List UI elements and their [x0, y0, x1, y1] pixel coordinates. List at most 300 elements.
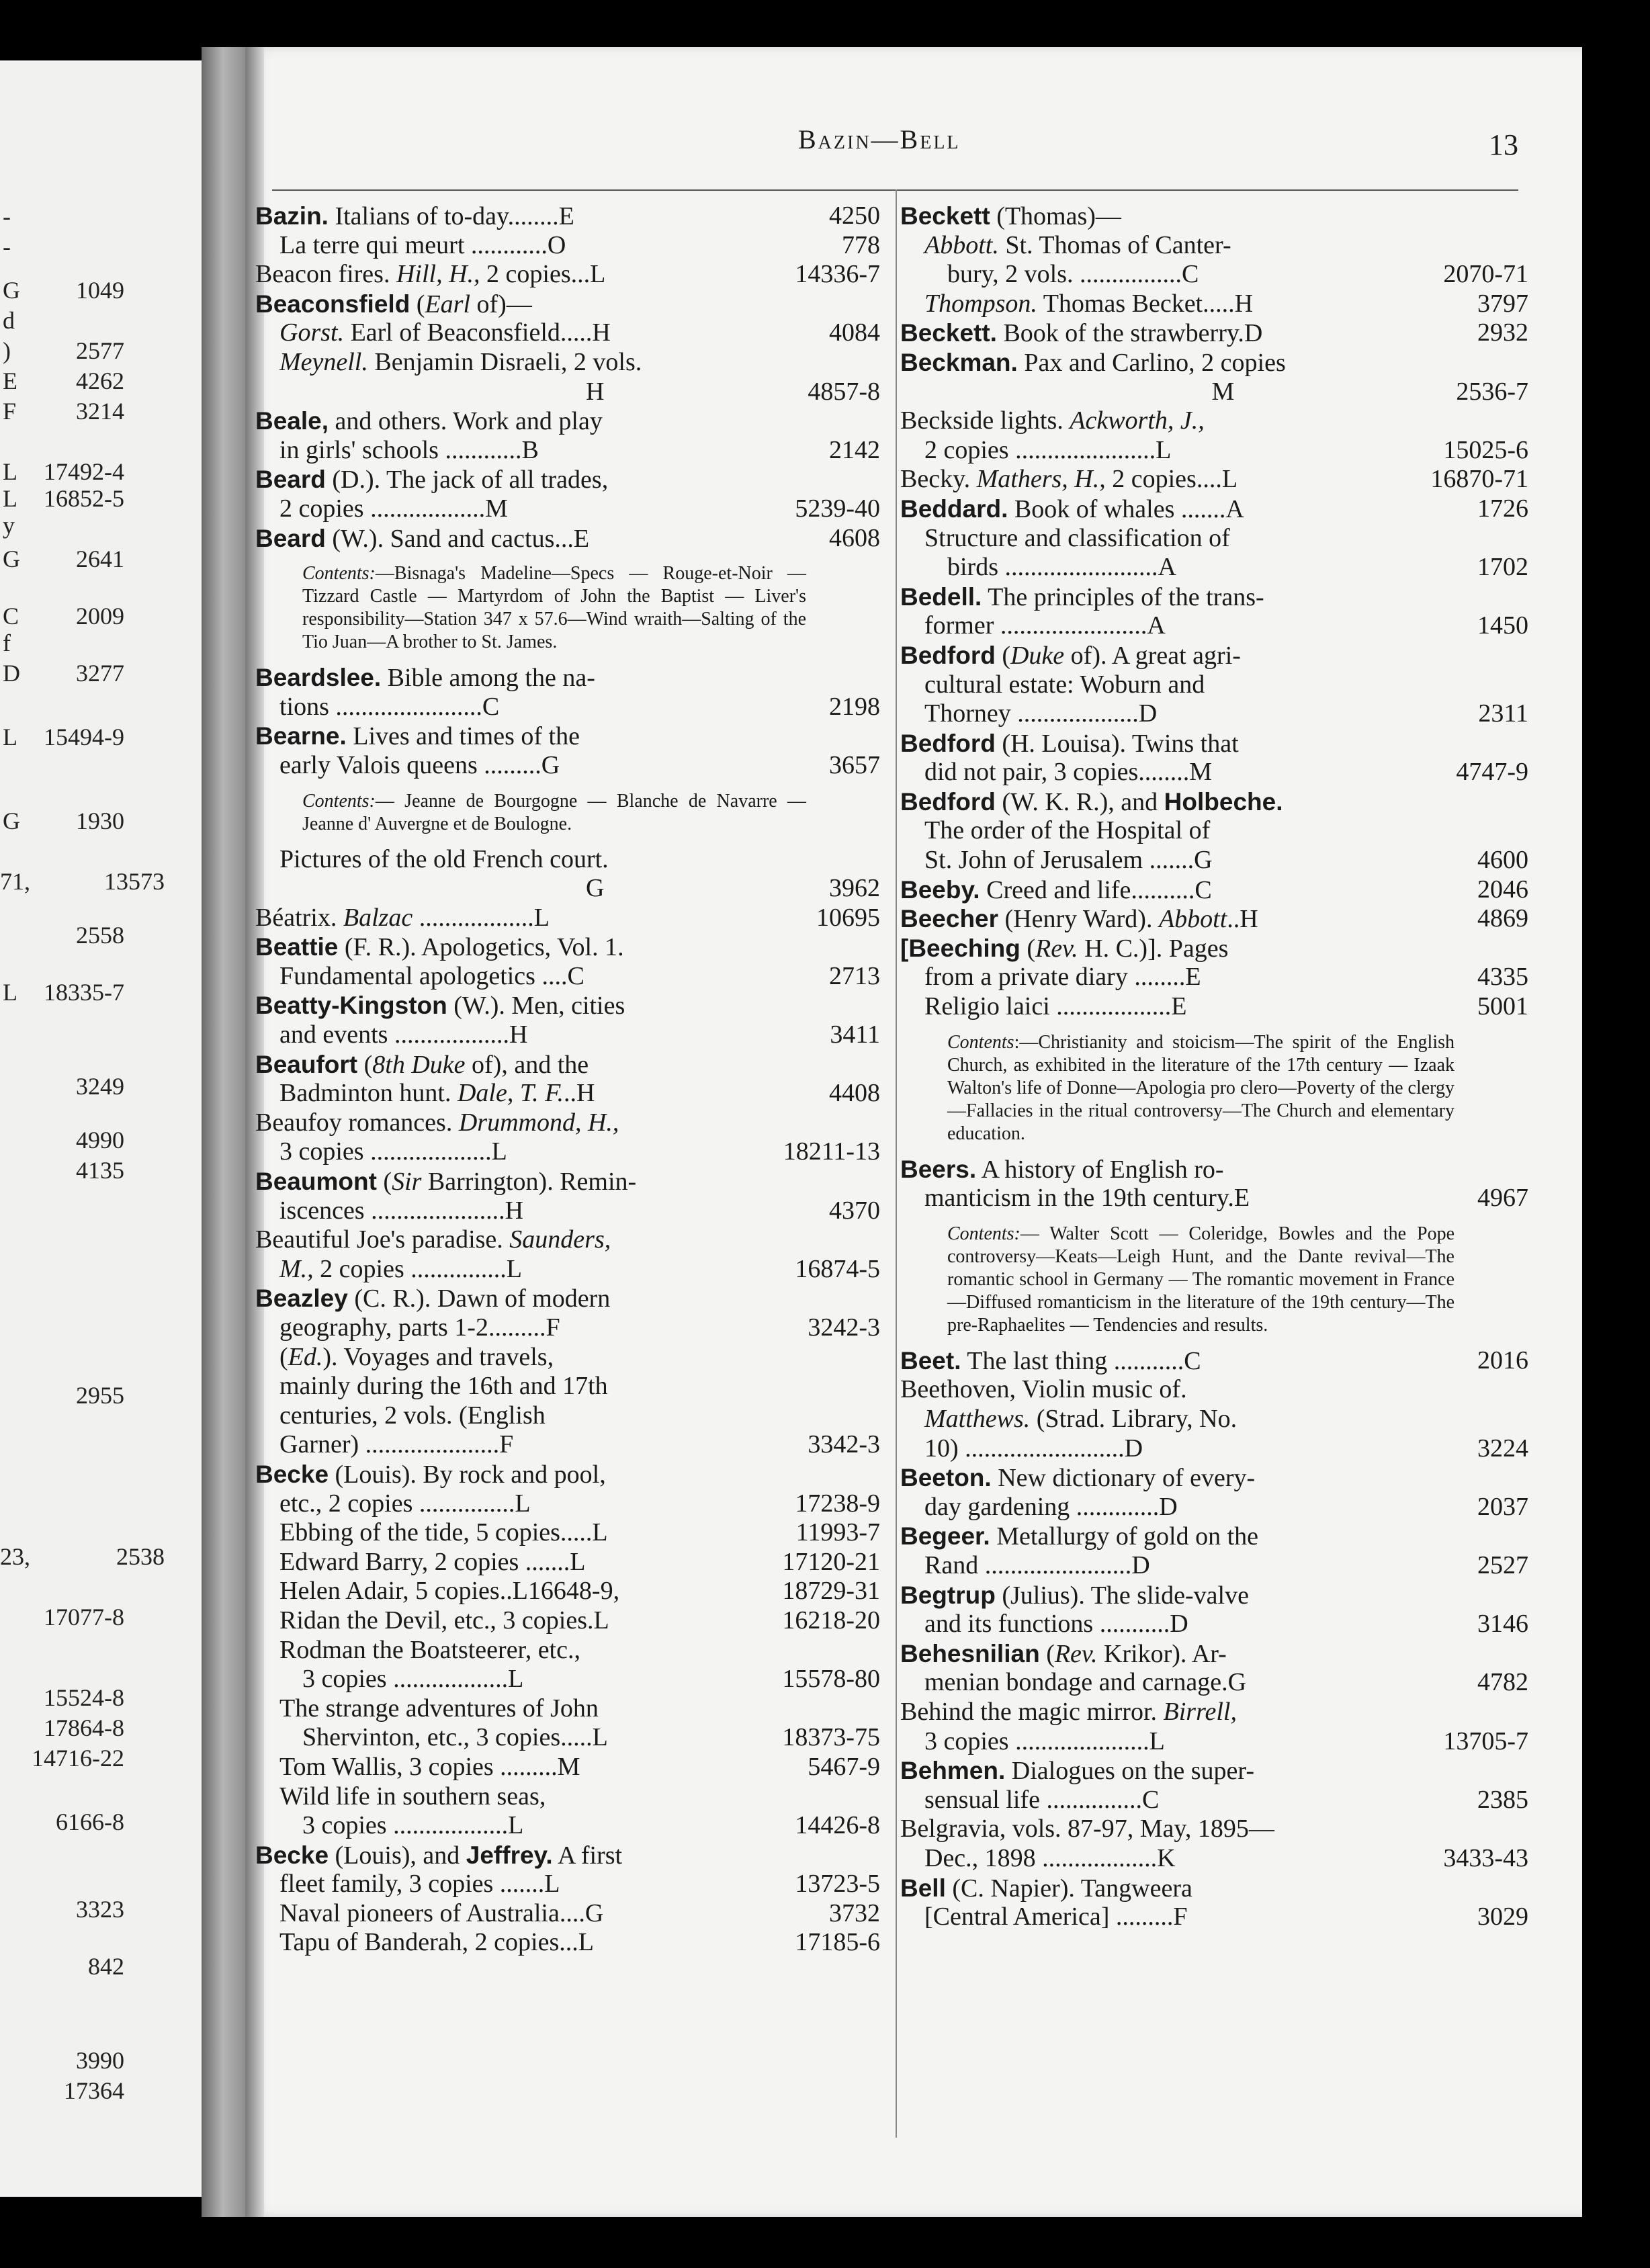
entry-run: cultural estate: Woburn and [924, 670, 1205, 699]
entry-text [900, 1375, 1187, 1405]
call-number: 2527 [1477, 1551, 1528, 1579]
entry-heading: Beckett [900, 202, 990, 230]
entry-text [900, 1551, 1150, 1581]
entry-text [255, 751, 560, 781]
call-number: 4600 [1477, 846, 1528, 875]
call-number: 2046 [1477, 875, 1528, 904]
index-entry-line [255, 751, 880, 781]
entry-run: The principles of the trans- [982, 582, 1264, 611]
call-number: 4967 [1477, 1184, 1528, 1213]
entry-text [255, 1636, 580, 1665]
index-entry-line [900, 1610, 1528, 1639]
entry-text [255, 1284, 610, 1314]
entry-run: Tom Wallis, 3 copies .........M [279, 1752, 580, 1781]
entry-run: Beacon fires. [255, 260, 396, 289]
index-entry-line [255, 436, 880, 466]
entry-heading: Beatty-Kingston [255, 992, 447, 1020]
call-number: 2037 [1477, 1492, 1528, 1521]
index-entry-line [255, 874, 880, 904]
prev-page-number: 16852-5 [44, 485, 124, 512]
entry-run: Pictures of the old French court. [279, 844, 609, 873]
entry-text [900, 1639, 1227, 1669]
index-entry-line [255, 1841, 880, 1870]
index-entry-line [255, 406, 880, 436]
entry-run: A first [552, 1841, 623, 1870]
index-entry-line [900, 1639, 1528, 1669]
entry-run: The order of the Hospital of [924, 816, 1211, 845]
index-entry-line [900, 1874, 1528, 1903]
contents-label: Contents: [302, 563, 376, 584]
index-entry-line [900, 524, 1528, 554]
entry-italic: Sir [392, 1168, 422, 1196]
entry-run: Garner) .....................F [279, 1430, 514, 1459]
index-entry-line [255, 348, 880, 378]
entry-text [255, 1225, 611, 1255]
entry-heading: Beaufort [255, 1050, 358, 1078]
prev-page-fragment: - [3, 233, 11, 260]
prev-page-number: 2955 [76, 1382, 124, 1409]
entry-run: fleet family, 3 copies .......L [279, 1870, 560, 1899]
call-number: 4747-9 [1456, 758, 1528, 787]
call-number: 4250 [829, 202, 880, 230]
index-entry-line [255, 378, 880, 407]
entry-text [255, 1811, 523, 1841]
entry-text [900, 1346, 1201, 1377]
call-number: 4335 [1477, 963, 1528, 992]
prev-page-fragment: F [3, 398, 17, 425]
entry-run: ( [995, 641, 1010, 670]
entry-text [255, 845, 609, 875]
prev-page-number: 2641 [76, 546, 124, 572]
entry-run: ..H [1227, 905, 1258, 934]
entry-run: Béatrix. [255, 903, 343, 932]
entry-heading: Begeer. [900, 1522, 990, 1551]
entry-text [255, 1606, 609, 1636]
entry-run: Becky. [900, 465, 977, 494]
index-entry-line [900, 1756, 1528, 1786]
prev-page-number: 842 [88, 1953, 124, 1980]
entry-text [900, 553, 1176, 582]
prev-page-number: 3277 [76, 660, 124, 687]
index-entry-line [255, 1255, 880, 1284]
index-entry-line [255, 494, 880, 524]
entry-heading: Beard [255, 466, 326, 494]
entry-text [255, 1079, 595, 1108]
entry-text [900, 816, 1210, 846]
entry-italic: Meynell. [279, 347, 368, 376]
call-number: 4857-8 [808, 377, 880, 406]
call-number: 3411 [830, 1020, 880, 1049]
entry-text [255, 722, 580, 752]
call-number: 1450 [1477, 611, 1528, 640]
entry-text [900, 699, 1157, 729]
entry-run: ..H [563, 1079, 595, 1108]
index-entry-line [900, 992, 1528, 1022]
entry-run: Book of whales .......A [1008, 494, 1244, 523]
book-gutter [202, 47, 249, 2217]
contents-note [900, 1223, 1528, 1337]
entry-text [255, 1050, 589, 1080]
call-number: 3962 [829, 874, 880, 903]
entry-run: ..................L [412, 903, 550, 932]
entry-text [255, 1870, 560, 1899]
entry-run: from a private diary ........E [924, 963, 1201, 992]
entry-run: Beckside lights. [900, 406, 1070, 435]
index-entry-line [255, 663, 880, 693]
entry-run: (Strad. Library, No. [1030, 1405, 1238, 1433]
entry-text [900, 670, 1205, 700]
entry-run: menian bondage and carnage.G [924, 1668, 1247, 1697]
entry-run: 2 copies ..................M [279, 494, 508, 523]
index-entry-line [255, 1343, 880, 1372]
entry-text [900, 348, 1286, 378]
call-number: 18211-13 [783, 1137, 880, 1166]
entry-heading: Beddard. [900, 494, 1008, 523]
index-entry-line [900, 348, 1528, 378]
entry-heading: Beaconsfield [255, 290, 410, 318]
prev-page-fragment: 23, [0, 1543, 30, 1570]
call-number: 16870-71 [1430, 465, 1528, 494]
entry-text [255, 524, 589, 554]
prev-page-fragment: E [3, 367, 17, 394]
call-number: 2198 [829, 692, 880, 721]
entry-text [255, 1167, 636, 1197]
entry-italic: Rev. [1054, 1639, 1098, 1668]
prev-page-fragment: G [3, 808, 20, 834]
index-entry-line [900, 378, 1528, 407]
index-entry-line [900, 611, 1528, 641]
index-entry-line [900, 1581, 1528, 1610]
entry-run: did not pair, 3 copies........M [924, 758, 1213, 787]
entry-run: 10) .........................D [924, 1434, 1143, 1463]
call-number: 3342-3 [808, 1430, 880, 1459]
prev-page-number: 17492-4 [44, 458, 124, 485]
entry-run: 3 copies ...................L [279, 1137, 507, 1166]
index-entry-line [900, 1668, 1528, 1698]
call-number: 4608 [829, 523, 880, 552]
call-number: 2536-7 [1456, 377, 1528, 406]
entry-italic: Birrell, [1163, 1697, 1237, 1726]
left-column [255, 202, 880, 1958]
index-entry-line [255, 1196, 880, 1226]
call-number: 3146 [1477, 1610, 1528, 1639]
entry-run: La terre qui meurt ............O [279, 230, 566, 259]
entry-text [255, 991, 625, 1021]
index-entry-line [255, 1928, 880, 1958]
call-number: 5239-40 [795, 494, 880, 523]
call-number: 4408 [829, 1079, 880, 1108]
call-number: 11993-7 [795, 1518, 880, 1547]
entry-text [900, 1874, 1192, 1904]
entry-text [255, 1343, 554, 1372]
entry-run: Naval pioneers of Australia....G [279, 1899, 604, 1927]
entry-run: Dialogues on the super- [1005, 1757, 1254, 1786]
index-entry-line [255, 1548, 880, 1577]
entry-text [900, 1815, 1274, 1844]
index-entry-line [900, 1493, 1528, 1522]
entry-run: Fundamental apologetics ....C [279, 961, 584, 990]
entry-text [900, 729, 1239, 759]
entry-run: Lives and times of the [346, 722, 580, 751]
index-entry-line [255, 1489, 880, 1519]
entry-run: mainly during the 16th and 17th [279, 1372, 608, 1401]
call-number: 4782 [1477, 1668, 1528, 1697]
call-number: 15578-80 [782, 1665, 880, 1694]
entry-run: bury, 2 vols. ................C [947, 260, 1199, 289]
entry-text [255, 1489, 531, 1519]
entry-text [255, 465, 608, 495]
entry-run: ( [1020, 934, 1036, 963]
entry-italic: Ackworth, J., [1070, 406, 1205, 435]
contents-note [900, 1031, 1528, 1145]
entry-run: Badminton hunt. [279, 1079, 458, 1108]
prev-page-number: 6166-8 [56, 1808, 124, 1835]
prev-page-number: 3214 [76, 398, 124, 425]
entry-text [900, 260, 1199, 290]
entry-heading: Beazley [255, 1284, 348, 1313]
call-number: 3797 [1477, 289, 1528, 318]
entry-text [255, 1518, 608, 1548]
prev-page-fragment: - [3, 203, 11, 230]
entry-run: (F. R.). Apologetics, Vol. 1. [338, 933, 624, 962]
contents-text: :—Christianity and stoicism—The spirit of the English Church, as exhibited in the literature of the 17th century — Izaak Walton's life of Donne—Apologia pro clero—Poverty of the clergy—Fallacies in the ritual controversy—The Church and elementary education. [947, 1031, 1454, 1144]
entry-text [255, 348, 642, 378]
prev-page-number: 2009 [76, 603, 124, 629]
entry-run: Italians of to-day........E [328, 202, 574, 230]
entry-heading: Beeton. [900, 1464, 992, 1492]
call-number: 2713 [829, 961, 880, 990]
entry-italic: Gorst. [279, 318, 345, 347]
call-number: 2311 [1478, 699, 1528, 728]
call-number: 16874-5 [795, 1254, 880, 1283]
entry-text [255, 1020, 527, 1050]
entry-text [900, 1155, 1224, 1185]
call-number: 13723-5 [795, 1870, 880, 1899]
entry-run: ( [357, 1050, 373, 1079]
index-entry-line [900, 1522, 1528, 1551]
index-entry-line [900, 963, 1528, 992]
call-number: 3433-43 [1443, 1843, 1528, 1872]
contents-label: Contents: [302, 790, 376, 812]
entry-italic: Drummond, H., [458, 1108, 619, 1137]
contents-label: Contents: [947, 1223, 1021, 1244]
entry-text [900, 1463, 1255, 1493]
entry-text [255, 1928, 594, 1958]
entry-heading: Beers. [900, 1155, 977, 1183]
entry-run: (Louis). By rock and pool, [329, 1460, 606, 1489]
entry-run: day gardening .............D [924, 1492, 1178, 1521]
prev-page-fragment: D [3, 660, 20, 687]
index-entry-line [255, 1225, 880, 1255]
contents-text: —Bisnaga's Madeline—Specs — Rouge-et-Noir — Tizzard Castle — Martyrdom of John the Baptist — Liver's responsibility—Station 347 x 57.6—Wind wraith—Salting of the Tio Juan—A brother to St. James. [302, 563, 806, 653]
entry-heading: Beardslee. [255, 664, 382, 692]
index-entry-line [255, 1606, 880, 1636]
call-number: 2932 [1477, 318, 1528, 347]
entry-italic: Hill, H., [396, 260, 480, 289]
entry-run: Behind the magic mirror. [900, 1697, 1164, 1726]
prev-page-number: 3990 [76, 2047, 124, 2074]
entry-italic: M., [279, 1254, 314, 1283]
entry-run: (W.). Sand and cactus...E [325, 524, 590, 553]
call-number: 5467-9 [808, 1752, 880, 1781]
index-entry-line [255, 290, 880, 319]
index-entry-line [900, 934, 1528, 963]
entry-run: St. Thomas of Canter- [998, 230, 1231, 259]
entry-run: 3 copies .....................L [924, 1727, 1165, 1755]
entry-text [900, 1434, 1143, 1464]
entry-run: (Henry Ward). [998, 905, 1159, 934]
call-number: 778 [842, 230, 880, 259]
index-entry-line [900, 465, 1528, 494]
call-number: 18373-75 [782, 1723, 880, 1752]
entry-run: Beautiful Joe's paradise. [255, 1225, 510, 1254]
index-entry-line [255, 1313, 880, 1343]
entry-run: former .......................A [924, 611, 1166, 640]
entry-text [255, 1694, 599, 1724]
entry-run: (C. Napier). Tangweera [945, 1874, 1192, 1903]
index-entry-line [255, 991, 880, 1020]
entry-run: Benjamin Disraeli, 2 vols. [367, 347, 642, 376]
entry-italic: 8th Duke [372, 1050, 466, 1079]
call-number: 4370 [829, 1196, 880, 1225]
call-number: 2070-71 [1443, 260, 1528, 289]
contents-note [255, 562, 880, 654]
prev-page-number: 15524-8 [44, 1684, 124, 1711]
prev-page-fragment: G [3, 277, 20, 304]
index-entry-line [255, 722, 880, 751]
entry-heading: Behmen. [900, 1757, 1006, 1785]
prev-page-fragment: f [3, 629, 11, 656]
prev-page-fragment: L [3, 979, 17, 1006]
entry-text [255, 1401, 546, 1431]
entry-text [900, 1756, 1254, 1786]
index-entry-line [255, 1636, 880, 1665]
entry-run: (D.). The jack of all trades, [325, 466, 609, 494]
index-entry-line [900, 318, 1528, 348]
entry-run: Religio laici ..................E [924, 992, 1187, 1021]
entry-text [900, 1844, 1176, 1874]
call-number: 5001 [1477, 992, 1528, 1021]
call-number: 14336-7 [795, 260, 880, 289]
entry-text [255, 436, 539, 466]
index-entry-line [255, 231, 880, 261]
prev-page-fragment: y [3, 512, 15, 539]
entry-text [900, 904, 1258, 934]
entry-text [900, 758, 1212, 787]
index-entry-line [900, 1903, 1528, 1932]
entry-run: St. John of Jerusalem .......G [924, 846, 1213, 875]
entry-run: Thorney ...................D [924, 699, 1158, 728]
prev-page-number: 17364 [64, 2077, 124, 2104]
entry-run: A history of English ro- [976, 1155, 1224, 1184]
entry-italic: Ed. [288, 1342, 323, 1371]
index-entry-line [255, 260, 880, 290]
entry-text [255, 932, 624, 963]
entry-text [900, 934, 1228, 964]
entry-run: iscences .....................H [279, 1196, 524, 1225]
index-entry-line [255, 1401, 880, 1431]
entry-text [255, 1841, 622, 1871]
entry-heading: Beckett. [900, 319, 997, 347]
entry-italic: Saunders, [509, 1225, 611, 1254]
entry-run: H. C.)]. Pages [1078, 934, 1229, 963]
entry-text [900, 378, 1234, 407]
entry-text [255, 1108, 619, 1138]
index-entry-line [255, 1870, 880, 1899]
entry-run: The last thing ...........C [961, 1346, 1201, 1375]
entry-text [900, 494, 1244, 525]
entry-text [255, 904, 550, 933]
entry-run: 2 copies ...............L [313, 1254, 522, 1283]
index-entry-line [900, 494, 1528, 524]
entry-italic: Abbott [1158, 905, 1227, 934]
entry-run: Beaufoy romances. [255, 1108, 459, 1137]
entry-run: ( [279, 1342, 288, 1371]
page-number: 13 [1489, 128, 1518, 161]
entry-text [900, 436, 1171, 466]
entry-text [255, 1577, 619, 1606]
index-entry-line [900, 290, 1528, 319]
entry-run: Ridan the Devil, etc., 3 copies.L [279, 1606, 609, 1634]
entry-text [900, 787, 1283, 818]
running-head: Bazin—Bell [798, 124, 961, 155]
entry-heading: Bedford [900, 729, 996, 757]
entry-heading: Beckman. [900, 348, 1018, 376]
entry-text [900, 963, 1201, 992]
entry-run: (C. R.). Dawn of modern [347, 1284, 611, 1313]
index-entry-line [900, 202, 1528, 231]
index-entry-line [255, 1079, 880, 1108]
call-number: 17185-6 [795, 1928, 880, 1957]
index-entry-line [255, 202, 880, 231]
index-entry-line [255, 904, 880, 933]
entry-text [900, 524, 1230, 554]
entry-run: of). A great agri- [1064, 641, 1241, 670]
index-entry-line [255, 1753, 880, 1782]
index-entry-line [900, 1844, 1528, 1874]
entry-run: early Valois queens .........G [279, 750, 560, 779]
entry-text [255, 1782, 546, 1812]
entry-text [900, 641, 1241, 671]
contents-label: Contents [947, 1031, 1014, 1053]
index-entry-line [900, 846, 1528, 875]
call-number: 4084 [829, 318, 880, 347]
entry-run: 3 copies ..................L [302, 1665, 524, 1694]
index-entry-line [255, 1167, 880, 1196]
call-number: 17238-9 [795, 1489, 880, 1518]
index-entry-line [255, 1665, 880, 1694]
prev-page-number: 1049 [76, 277, 124, 304]
index-entry-line [900, 231, 1528, 261]
entry-run: Structure and classification of [924, 523, 1230, 552]
index-entry-line [255, 932, 880, 962]
entry-text [255, 1255, 522, 1284]
index-entry-line [900, 1786, 1528, 1815]
index-entry-line [255, 1723, 880, 1753]
entry-text [255, 202, 574, 232]
entry-run: ( [410, 290, 425, 318]
entry-run: (W.). Men, cities [447, 992, 625, 1020]
entry-heading: Beard [255, 524, 326, 552]
entry-heading: Beecher [900, 905, 999, 933]
index-entry-line [255, 465, 880, 494]
call-number: 10695 [816, 903, 880, 932]
index-entry-line [255, 962, 880, 992]
entry-text [900, 202, 1121, 232]
index-entry-line [255, 1137, 880, 1167]
entry-text [900, 231, 1231, 261]
entry-italic: Mathers, H., [976, 465, 1106, 494]
